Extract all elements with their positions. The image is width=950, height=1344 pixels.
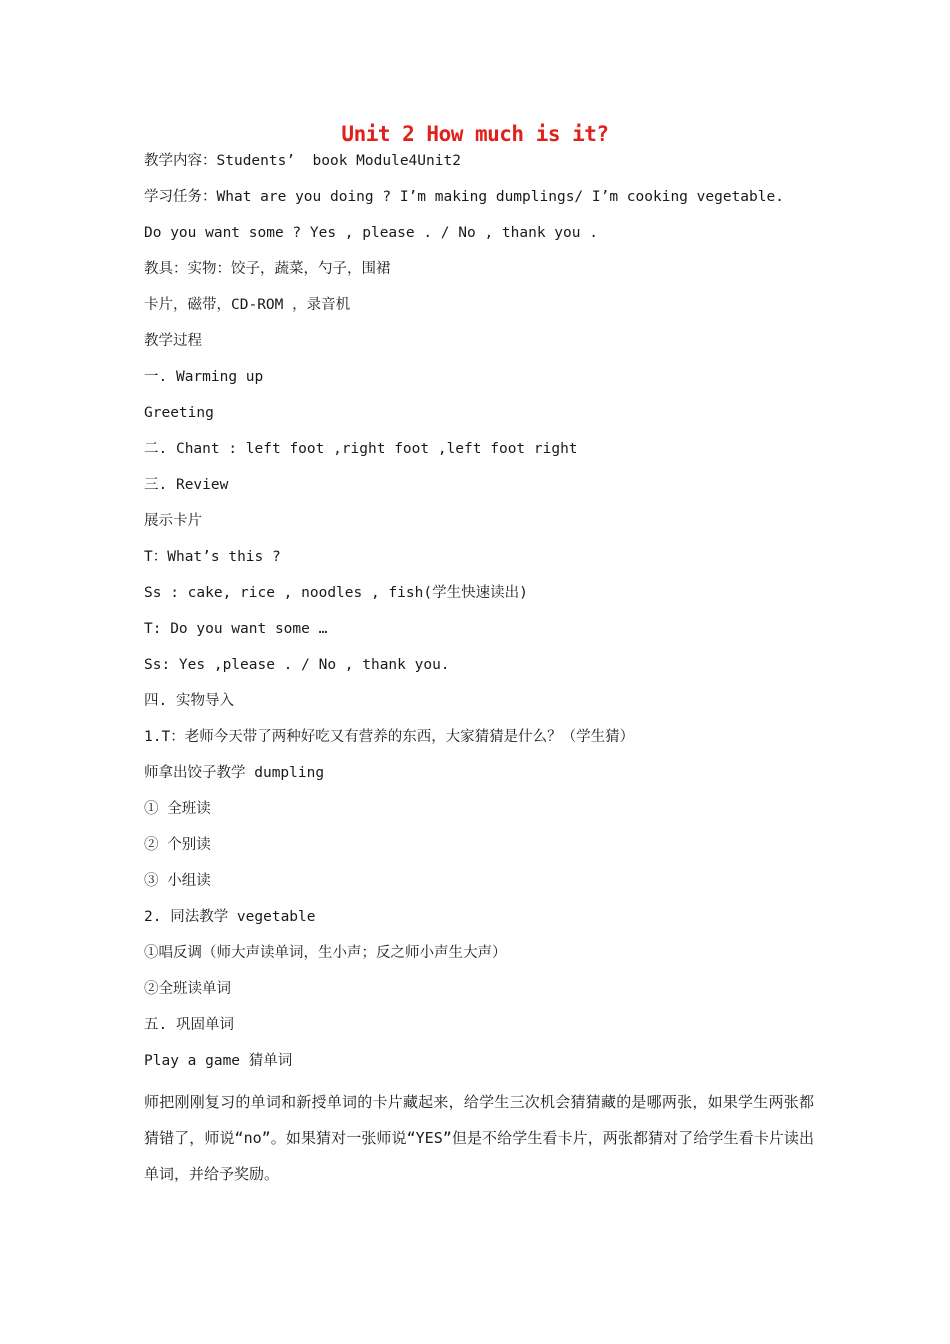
line-show-cards: 展示卡片 [144,513,202,529]
document-body [144,148,814,1192]
line-teacher-question: T：What’s this ? [144,549,281,565]
line-task: 学习任务：What are you doing ? I’m making dumplings/ I’m cooking vegetable. [144,189,784,205]
line-opposite: ①唱反调（师大声读单词，生小声；反之师小声生大声） [144,945,507,961]
line-warming-up: 一. Warming up [144,369,264,385]
line-play-game: Play a game 猜单词 [144,1053,293,1069]
line-read-individual: ② 个别读 [144,837,211,853]
line-teacher-offer: T: Do you want some … [144,621,328,637]
line-review: 三. Review [144,477,229,493]
line-consolidate-heading: 五. 巩固单词 [144,1017,234,1033]
line-teacher-intro: 1.T：老师今天带了两种好吃又有营养的东西，大家猜猜是什么？（学生猜） [144,729,635,745]
line-materials-2: 卡片，磁带，CD-ROM ，录音机 [144,297,351,313]
line-students-reply: Ss: Yes ,please . / No , thank you. [144,657,450,673]
line-class-read-words: ②全班读单词 [144,981,231,997]
line-realia-heading: 四. 实物导入 [144,693,234,709]
line-students-answer: Ss : cake, rice , noodles , fish(学生快速读出) [144,585,528,601]
line-greeting: Greeting [144,405,214,421]
line-materials: 教具：实物：饺子，蔬菜，勺子，围裙 [144,261,391,277]
line-process-heading: 教学过程 [144,333,202,349]
line-read-group: ③ 小组读 [144,873,211,889]
line-vegetable: 2. 同法教学 vegetable [144,909,316,925]
line-content: 教学内容：Students’ book Module4Unit2 [144,153,461,169]
document-title: Unit 2 How much is it? [341,122,609,146]
line-dumpling: 师拿出饺子教学 dumpling [144,765,325,781]
line-task-2: Do you want some ? Yes , please . / No , thank you . [144,225,598,241]
line-read-class: ① 全班读 [144,801,211,817]
line-chant: 二. Chant : left foot ,right foot ,left foot right [144,441,578,457]
game-description-paragraph: 师把刚刚复习的单词和新授单词的卡片藏起来，给学生三次机会猜猜藏的是哪两张，如果学生两张都猜错了，师说“no”。如果猜对一张师说“YES”但是不给学生看卡片，两张都猜对了给学生看卡片读出单词，并给予奖励。 [144,1093,814,1183]
